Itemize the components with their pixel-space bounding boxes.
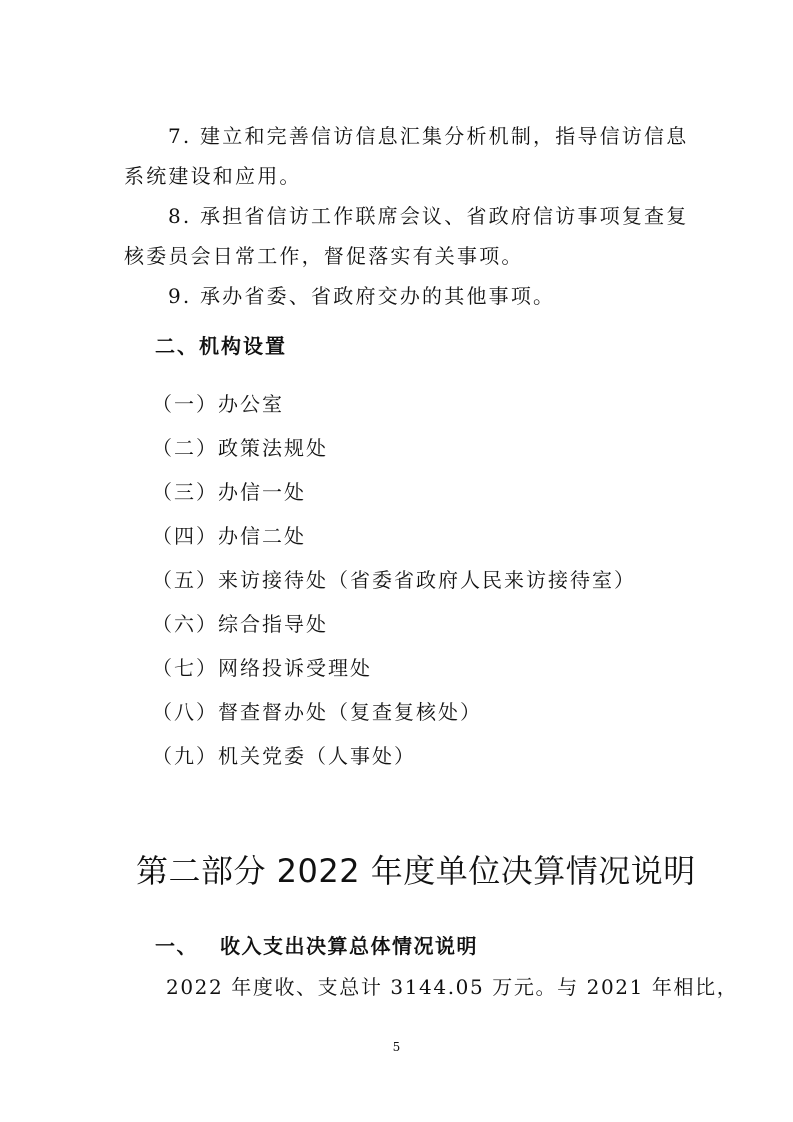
duty-7-line-2: 系统建设和应用。 (124, 164, 302, 188)
org-item-9: （九）机关党委（人事处） (152, 744, 416, 768)
duty-8-line-1: 8. 承担省信访工作联席会议、省政府信访事项复查复 (168, 204, 689, 228)
org-item-8: （八）督查督办处（复查复核处） (152, 700, 482, 724)
org-item-2: （二）政策法规处 (152, 436, 328, 460)
org-item-1: （一）办公室 (152, 392, 284, 416)
section-1-number: 一、 (155, 934, 198, 958)
duty-8-line-2: 核委员会日常工作，督促落实有关事项。 (124, 244, 524, 268)
duty-7-line-1: 7. 建立和完善信访信息汇集分析机制，指导信访信息 (168, 124, 689, 148)
summary-paragraph: 2022 年度收、支总计 3144.05 万元。与 2021 年相比， (166, 975, 739, 999)
section-1-heading (155, 930, 478, 959)
org-item-3: （三）办信一处 (152, 480, 306, 504)
org-item-6: （六）综合指导处 (152, 612, 328, 636)
section-org-title: 二、机构设置 (155, 334, 287, 358)
org-item-4: （四）办信二处 (152, 524, 306, 548)
org-item-5: （五）来访接待处（省委省政府人民来访接待室） (152, 568, 636, 592)
page-number: 5 (392, 1040, 401, 1054)
duty-9-line-1: 9. 承办省委、省政府交办的其他事项。 (168, 284, 556, 308)
part-two-title: 第二部分 2022 年度单位决算情况说明 (136, 852, 696, 890)
org-item-7: （七）网络投诉受理处 (152, 656, 372, 680)
section-1-title: 收入支出决算总体情况说明 (220, 934, 478, 958)
